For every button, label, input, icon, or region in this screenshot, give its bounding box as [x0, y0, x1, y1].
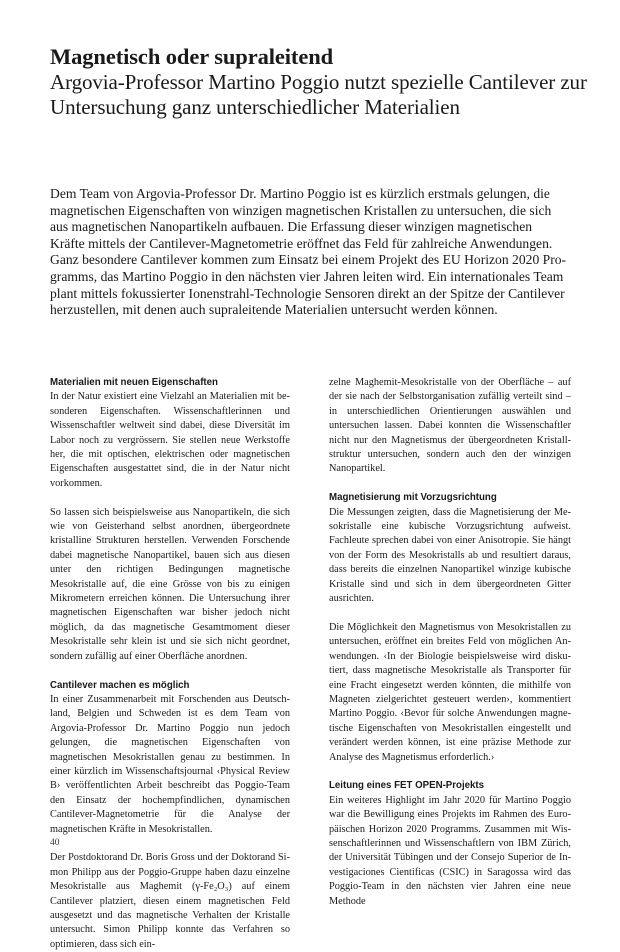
body-paragraph: Die Messungen zeigten, dass die Magnetisierung der Mesokristalle eine kubische Vorzugsrichtung aufweist. Fachleute sprechen dabei von einer Anisotropie. Sie hängt von der Form des Mesokristalls ab und resultiert daraus, dass bereits die einzelnen Nanopartikel winzige kubische Kristalle sind und sich in dem übergeordneten Gitter ausrichten. [329, 506, 571, 605]
section-heading: Cantilever machen es möglich [50, 679, 190, 691]
article-lead: Dem Team von Argovia-Professor Dr. Martino Poggio ist es kürzlich erstmals gelungen, die magnetischen Eigenschaften von winzigen magnetischen Kristallen zu untersuchen, die sich aus magnetischen Nanopartikeln aufbauen. Die Erfassung dieser winzigen magnetischen Kräfte mittels der Cantilever-Magnetometrie eröffnet das Feld für zahlreiche Anwendungen. Ganz besondere Cantilever kommen zum Einsatz bei einem Projekt des EU Horizon 2020 Programms, das Martino Poggio in den nächsten vier Jahren leiten wird. Ein internationales Team plant mittels fokussierter Ionenstrahl-Technologie Sensoren direkt an der Spitze der Cantilever herzustellen, mit denen auch supraleitende Materialien untersucht werden können. [50, 186, 567, 318]
body-paragraph: Ein weiteres Highlight im Jahr 2020 für Martino Poggio war die Bewilligung eines Projekts im Rahmen des Europäischen Horizon 2020 Programms. Zusammen mit Wissenschaftlerinnen und Wissenschaftlern von IBM Zürich, der Universität Tübingen und der Consejo Superior de Investigaciones Cientificas (CSIC) in Saragossa wird das Poggio-Team in den nächsten vier Jahren eine neue Methode [329, 794, 571, 907]
section-heading: Magnetisierung mit Vorzugsrichtung [329, 492, 497, 504]
article-title: Magnetisch oder supraleitend [50, 44, 334, 69]
page-number: 40 [50, 838, 60, 848]
section-heading: Leitung eines FET OPEN-Projekts [329, 780, 485, 792]
article-header [50, 44, 590, 119]
body-paragraph: In einer Zusammenarbeit mit Forschenden aus Deutschland, Belgien und Schweden ist es dem Team von Argovia-Professor Dr. Martino Poggio nun jedoch gelungen, die magnetischen Eigenschaften von magnetischen Mesokristallen genau zu bestimmen. In einer kürzlich im Wissenschaftsjournal ‹Physical Review B› veröffentlichten Arbeit beschreibt das Poggio-Team den Einsatz der hochempfindlichen, dynamischen Cantilever-Magnetometrie für die Analyse der magnetischen Kräfte in Mesokristallen. [50, 693, 290, 835]
section-heading: Materialien mit neuen Eigenschaften [50, 377, 218, 388]
text-column-right [329, 376, 571, 909]
body-paragraph: So lassen sich beispielsweise aus Nanopartikeln, die sich wie von Geisterhand selbst anordnen, übergeordnete kristalline Strukturen herstellen. Verwenden Forschende dabei magnetische Nanopartikel, bauen sich aus diesen unter den richtigen Bedingungen magnetische Mesokristalle auf, die eine Grösse von bis zu einigen Mikrometern erreichen können. Die Untersuchung ihrer magnetischen Eigenschaften war bisher jedoch nicht möglich, da das magnetische Gesamtmoment dieser Mesokristalle sehr klein ist und sie sich nicht geordnet, sondern zufällig auf einer Oberfläche anordnen. [50, 506, 290, 662]
body-paragraph: Der Postdoktorand Dr. Boris Gross und der Doktorand Simon Philipp aus der Poggio-Gruppe haben dazu einzelne Mesokristalle aus Maghemit (γ-Fe₂O₃) auf einem Cantilever platziert, diesen einem magnetischen Feld ausgesetzt und das magnetische Verhalten der Kristalle untersucht. Simon Philipp konnte das Verfahren so optimieren, dass sich ein- [50, 852, 290, 950]
body-paragraph: Die Möglichkeit den Magnetismus von Mesokristallen zu untersuchen, eröffnet ein breites Feld von möglichen Anwendungen. ‹In der Biologie beispielsweise wird diskutiert, dass magnetische Mesokristalle als Transporter für eine Fracht eingesetzt werden könnten, die mithilfe von Magneten zielgerichtet gesteuert werden›, kommentiert Martino Poggio. ‹Bevor für solche Anwendungen magnetische Eigenschaften von Mesokristallen eingestellt und verändert werden können, ist eine präzise Methode zur Analyse des Magnetismus erforderlich.› [329, 621, 571, 763]
text-column-left [50, 376, 290, 952]
article-subtitle: Argovia-Professor Martino Poggio nutzt spezielle Cantilever zur Untersuchung ganz unterschiedlicher Materialien [50, 70, 587, 119]
body-paragraph-continued: zelne Maghemit-Mesokristalle von der Oberfläche – auf der sie nach der Selbstorganisation zufällig verteilt sind – in unterschiedlichen Orientierungen auswählen und untersuchen lassen. Dabei konnten die Wissenschaftler nicht nur den Magnetismus der übergeordneten Kristallstruktur untersuchen, sondern auch den der winzigen Nanopartikel. [329, 377, 571, 475]
body-paragraph: In der Natur existiert eine Vielzahl an Materialien mit besonderen Eigenschaften. Wissenschaftlerinnen und Wissenschaftler weltweit sind dabei, diese Diversität im Labor noch zu vergrössern. Sie stellen neue Werkstoffe her, die mit optischen, elektrischen oder magnetischen Eigenschaften ausgestattet sind, die in der Natur nicht vorkommen. [50, 391, 290, 489]
